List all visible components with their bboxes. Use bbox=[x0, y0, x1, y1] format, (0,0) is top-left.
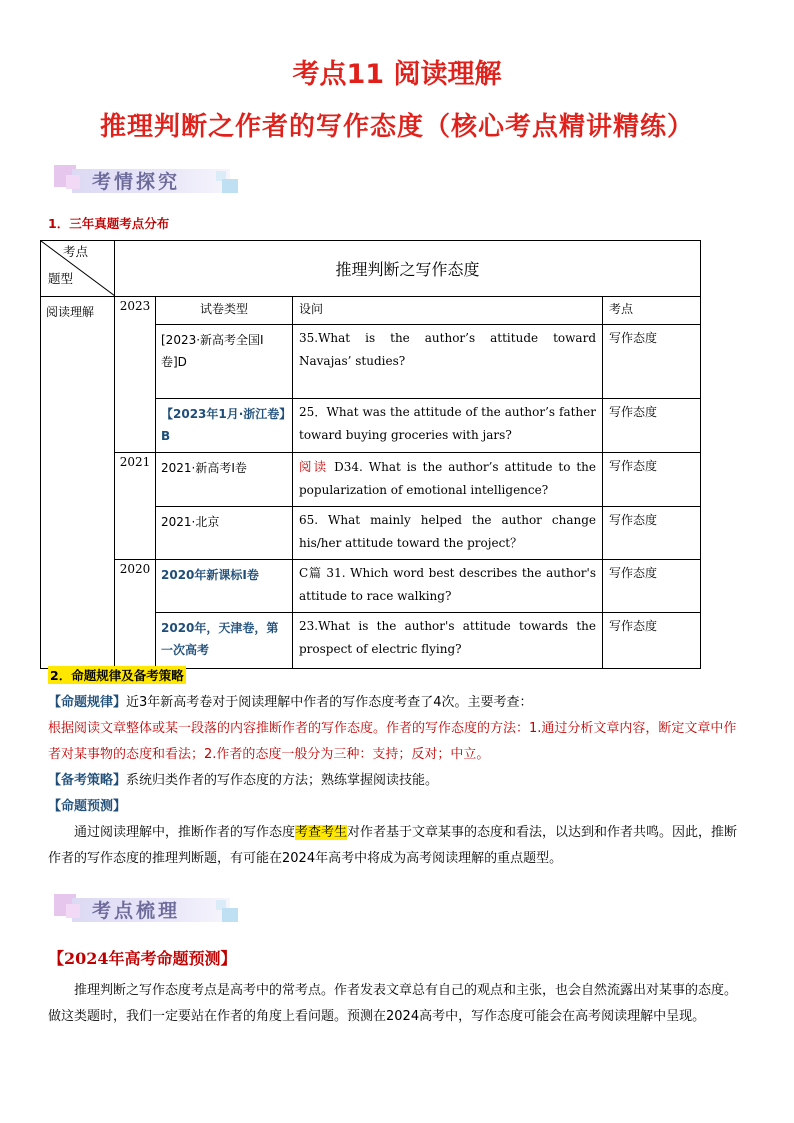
question-cell: 35.What is the author’s attitude toward Navajas’ studies? bbox=[293, 325, 603, 399]
year-2023: 2023 bbox=[115, 297, 156, 453]
question-prefix: 阅读 bbox=[299, 459, 329, 474]
point-cell: 写作态度 bbox=[603, 613, 701, 669]
prediction-paragraph bbox=[48, 978, 748, 1030]
rule-text: 近3年新高考卷对于阅读理解中作者的写作态度考查了4次。主要考查： bbox=[126, 695, 533, 710]
col-header-point: 考点 bbox=[603, 297, 701, 325]
point-cell: 写作态度 bbox=[603, 399, 701, 453]
question-cell: 25．What was the attitude of the author’s father toward buying groceries with jars? bbox=[293, 399, 603, 453]
question-text: D34. What is the author’s attitude to the popularization of emotional intelligence? bbox=[299, 460, 596, 497]
paper-cell: 2021·北京 bbox=[156, 507, 293, 560]
paper-cell: 2020年，天津卷，第一次高考 bbox=[156, 613, 293, 669]
title-line1: 考点11 阅读理解 bbox=[292, 59, 502, 90]
corner-cell bbox=[41, 241, 115, 297]
prediction-title: 【2024年高考命题预测】 bbox=[48, 949, 237, 968]
paper-cell: [2023·新高考全国Ⅰ卷]D bbox=[156, 325, 293, 399]
rule-paragraph bbox=[48, 690, 748, 768]
rule-label: 【命题规律】 bbox=[48, 695, 127, 710]
question-cell: C篇 31. Which word best describes the author's attitude to race walking? bbox=[293, 560, 603, 613]
question-cell: 23.What is the author's attitude towards the prospect of electric flying? bbox=[293, 613, 603, 669]
year-2020: 2020 bbox=[115, 560, 156, 669]
question-cell bbox=[293, 453, 603, 507]
banner-key-points-text: 考点梳理 bbox=[92, 900, 181, 922]
forecast-highlight: 考查考生 bbox=[295, 825, 348, 840]
table-header: 推理判断之写作态度 bbox=[115, 241, 701, 297]
point-cell: 写作态度 bbox=[603, 325, 701, 399]
banner-exam-analysis bbox=[54, 163, 238, 197]
forecast-label: 【命题预测】 bbox=[48, 799, 127, 814]
question-cell: 65. What mainly helped the author change his/her attitude toward the project？ bbox=[293, 507, 603, 560]
strategy-label: 【备考策略】 bbox=[48, 773, 127, 788]
banner-key-points bbox=[54, 892, 238, 926]
col-header-question: 设问 bbox=[293, 297, 603, 325]
year-2021: 2021 bbox=[115, 453, 156, 560]
point-cell: 写作态度 bbox=[603, 560, 701, 613]
corner-top-label: 考点 bbox=[63, 244, 89, 259]
section1-label: 1．三年真题考点分布 bbox=[48, 216, 170, 231]
title-line2: 推理判断之作者的写作态度（核心考点精讲精练） bbox=[99, 112, 694, 142]
strategy-paragraph bbox=[48, 768, 748, 794]
exam-distribution-table bbox=[40, 240, 701, 669]
forecast-paragraph bbox=[48, 794, 748, 872]
question-type-cell: 阅读理解 bbox=[41, 297, 115, 669]
col-header-paper: 试卷类型 bbox=[156, 297, 293, 325]
banner-exam-analysis-text: 考情探究 bbox=[92, 171, 181, 193]
paper-cell: 2021·新高考Ⅰ卷 bbox=[156, 453, 293, 507]
prediction-text: 推理判断之写作态度考点是高考中的常考点。作者发表文章总有自己的观点和主张，也会自然流露出对某事的态度。做这类题时，我们一定要站在作者的角度上看问题。预测在2024高考中，写作态度可能会在高考阅读理解中呈现。 bbox=[48, 983, 738, 1024]
paper-cell: 2020年新课标Ⅰ卷 bbox=[156, 560, 293, 613]
paper-cell: 【2023年1月·浙江卷】B bbox=[156, 399, 293, 453]
forecast-text-a: 通过阅读理解中，推断作者的写作态度 bbox=[74, 825, 296, 840]
forecast-text-b: 对作者基于文章某事的态度和看法，以达到和作者共鸣。因此，推断作者的写作态度的推理判断题，有可能在2024年高考中将成为高考阅读理解的重点题型。 bbox=[48, 825, 738, 866]
point-cell: 写作态度 bbox=[603, 507, 701, 560]
section2-label: 2．命题规律及备考策略 bbox=[50, 668, 184, 683]
strategy-text: 系统归类作者的写作态度的方法；熟练掌握阅读技能。 bbox=[126, 773, 439, 788]
corner-bottom-label: 题型 bbox=[48, 271, 74, 286]
point-cell: 写作态度 bbox=[603, 453, 701, 507]
rule-detail: 根据阅读文章整体或某一段落的内容推断作者的写作态度。作者的写作态度的方法：1.通过分析文章内容，断定文章中作者对某事物的态度和看法；2.作者的态度一般分为三种：支持；反对；中立。 bbox=[48, 721, 737, 762]
